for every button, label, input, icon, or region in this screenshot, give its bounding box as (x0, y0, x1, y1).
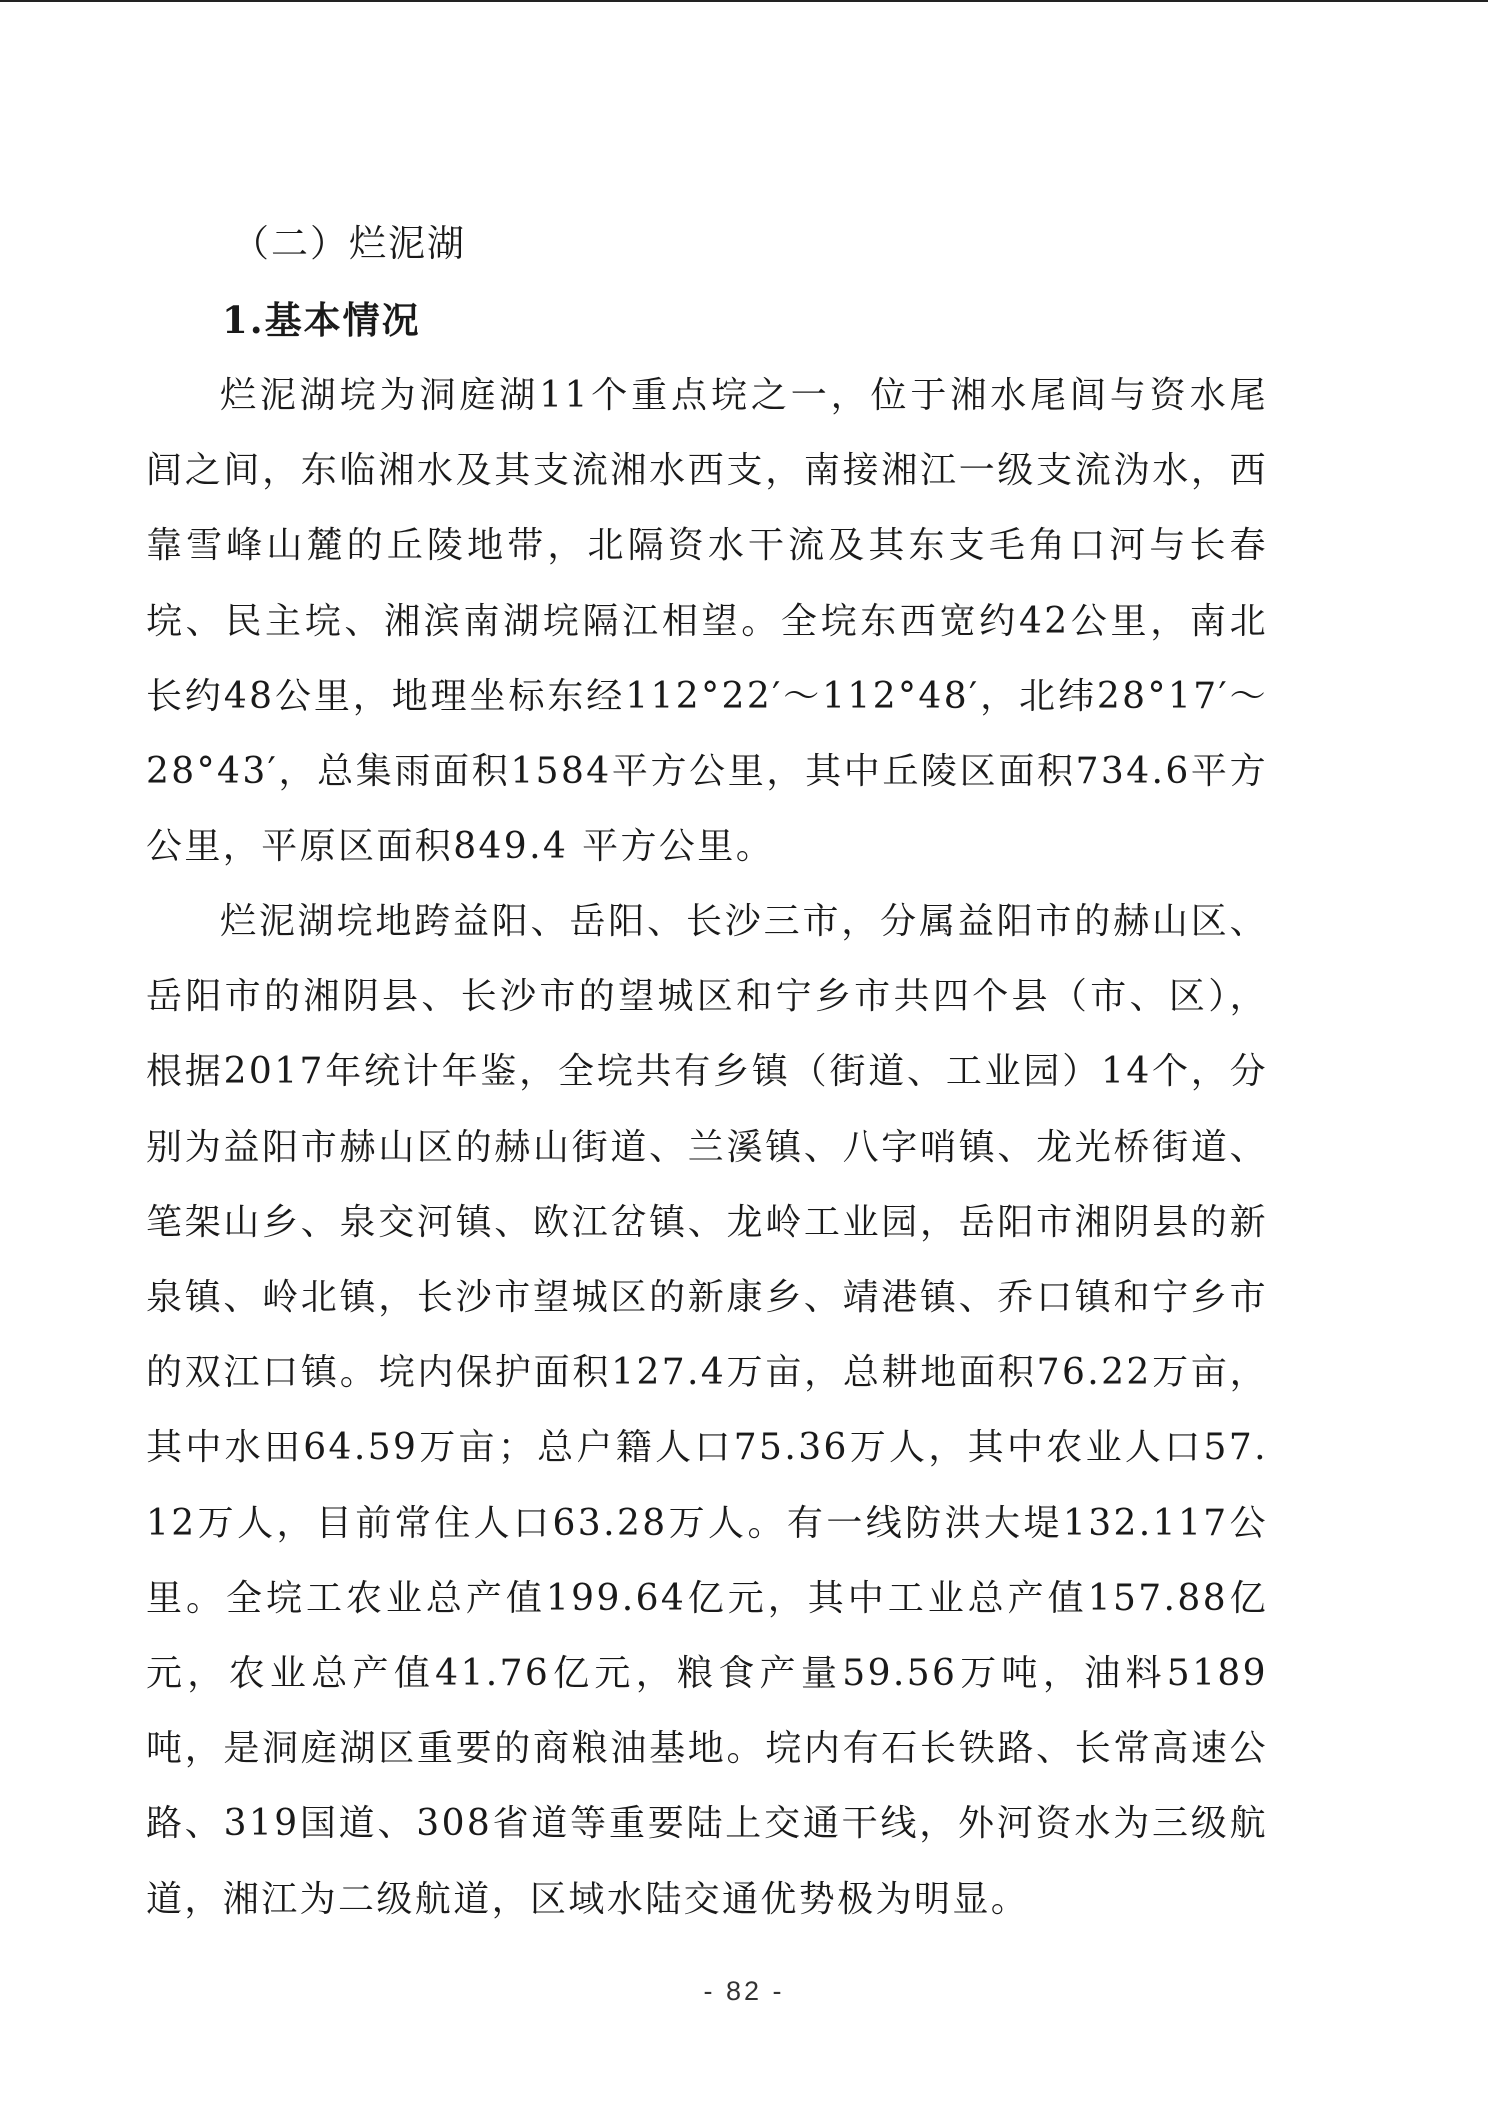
body-paragraph-1: 烂泥湖垸为洞庭湖11个重点垸之一，位于湘水尾闾与资水尾闾之间，东临湘水及其支流湘水西支，南接湘江一级支流沩水，西靠雪峰山麓的丘陵地带，北隔资水干流及其东支毛角口河与长春垸、民主垸、湘滨南湖垸隔江相望。全垸东西宽约42公里，南北长约48公里，地理坐标东经112°22′～112°48′，北纬28°17′～28°43′，总集雨面积1584平方公里，其中丘陵区面积734.6平方公里，平原区面积849.4 平方公里。 (146, 375, 1268, 868)
body-paragraph-2: 烂泥湖垸地跨益阳、岳阳、长沙三市，分属益阳市的赫山区、岳阳市的湘阴县、长沙市的望城区和宁乡市共四个县（市、区），根据2017年统计年鉴，全垸共有乡镇（街道、工业园）14个，分别为益阳市赫山区的赫山街道、兰溪镇、八字哨镇、龙光桥街道、笔架山乡、泉交河镇、欧江岔镇、龙岭工业园，岳阳市湘阴县的新泉镇、岭北镇，长沙市望城区的新康乡、靖港镇、乔口镇和宁乡市的双江口镇。垸内保护面积127.4万亩，总耕地面积76.22万亩，其中水田64.59万亩；总户籍人口75.36万人，其中农业人口57.12万人，目前常住人口63.28万人。有一线防洪大堤132.117公里。全垸工农业总产值199.64亿元，其中工业总产值157.88亿元，农业总产值41.76亿元，粮食产量59.56万吨，油料5189吨，是洞庭湖区重要的商粮油基地。垸内有石长铁路、长常高速公路、319国道、308省道等重要陆上交通干线，外河资水为三级航道，湘江为二级航道，区域水陆交通优势极为明显。 (146, 901, 1268, 1920)
page-top-border (0, 0, 1488, 2)
subsection-title: 1.基本情况 (222, 298, 421, 342)
section-title: （二）烂泥湖 (232, 222, 466, 265)
page-number: - 82 - (703, 1976, 785, 2006)
